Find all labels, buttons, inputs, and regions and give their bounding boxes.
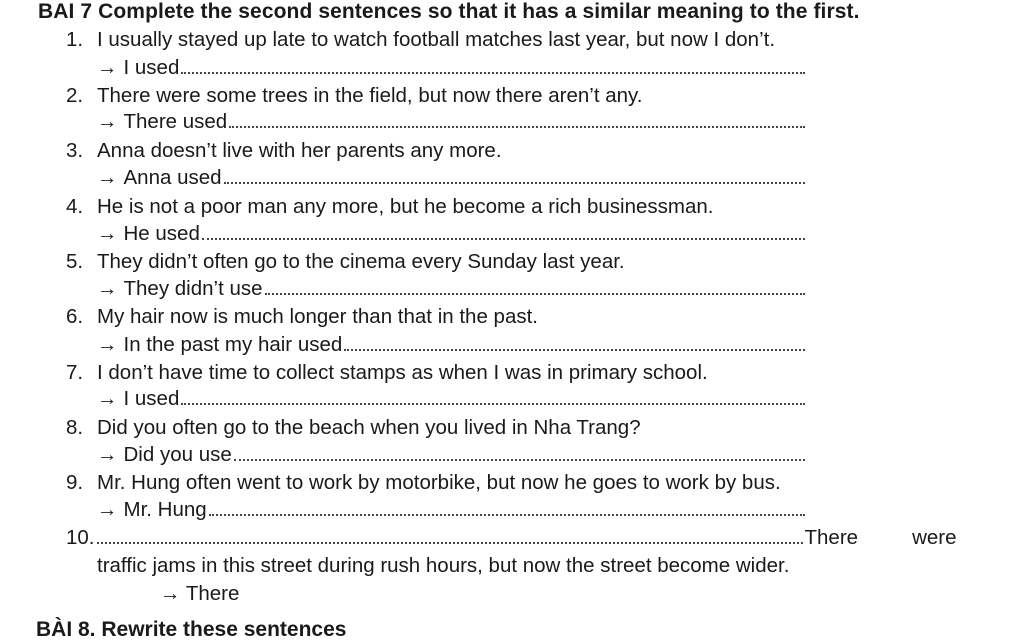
item-5-blank[interactable]	[265, 277, 805, 295]
item-4-number: 4.	[66, 195, 84, 218]
arrow-icon: →	[97, 277, 118, 300]
item-5-question: They didn’t often go to the cinema every Sunday last year.	[97, 250, 625, 273]
item-1-prompt: I used	[123, 56, 180, 79]
arrow-icon: →	[97, 166, 118, 189]
item-7-number: 7.	[66, 361, 84, 384]
item-4-answer-line	[97, 222, 805, 246]
item-1-blank[interactable]	[181, 56, 805, 74]
item-10-continuation: traffic jams in this street during rush hours, but now the street become wider.	[97, 554, 790, 577]
item-5-number: 5.	[66, 250, 84, 273]
item-8-prompt: Did you use	[123, 443, 232, 466]
item-2-blank[interactable]	[229, 110, 805, 128]
item-2-answer-line	[97, 110, 805, 134]
item-6-prompt: In the past my hair used	[123, 333, 343, 356]
item-8-answer-line	[97, 443, 805, 467]
item-8-blank[interactable]	[234, 443, 805, 461]
arrow-icon: →	[160, 582, 181, 605]
item-10-word-were: were	[912, 526, 957, 549]
item-8-number: 8.	[66, 416, 84, 439]
item-9-prompt: Mr. Hung	[123, 498, 207, 521]
item-6-number: 6.	[66, 305, 84, 328]
item-3-prompt: Anna used	[123, 166, 222, 189]
item-9-answer-line	[97, 498, 805, 522]
arrow-icon: →	[97, 387, 118, 410]
item-10-lead-words	[805, 526, 957, 550]
item-2-prompt: There used	[123, 110, 228, 133]
item-8-question: Did you often go to the beach when you lived in Nha Trang?	[97, 416, 641, 439]
item-10-answer-line	[160, 582, 239, 606]
item-4-question: He is not a poor man any more, but he become a rich businessman.	[97, 195, 714, 218]
arrow-icon: →	[97, 222, 118, 245]
item-10-number: 10.	[66, 526, 95, 549]
item-4-prompt: He used	[123, 222, 200, 245]
item-1-question: I usually stayed up late to watch football matches last year, but now I don’t.	[97, 28, 776, 51]
item-10-first-line	[66, 526, 966, 550]
item-6-answer-line	[97, 333, 805, 357]
item-6-blank[interactable]	[344, 333, 805, 351]
item-2-number: 2.	[66, 84, 84, 107]
item-4-blank[interactable]	[202, 222, 805, 240]
item-2-question: There were some trees in the field, but now there aren’t any.	[97, 84, 643, 107]
item-6-question: My hair now is much longer than that in the past.	[97, 305, 538, 328]
item-7-answer-line	[97, 387, 805, 411]
item-3-question: Anna doesn’t live with her parents any more.	[97, 139, 502, 162]
item-3-number: 3.	[66, 139, 84, 162]
item-5-prompt: They didn’t use	[123, 277, 263, 300]
arrow-icon: →	[97, 56, 118, 79]
exercise-heading: BAI 7 Complete the second sentences so that it has a similar meaning to the first.	[38, 0, 860, 23]
next-exercise-heading: BÀI 8. Rewrite these sentences	[36, 618, 347, 641]
item-3-answer-line	[97, 166, 805, 190]
item-10-prompt: There	[185, 582, 240, 605]
item-1-answer-line	[97, 56, 805, 80]
item-10-word-there: There	[804, 526, 859, 549]
item-9-number: 9.	[66, 471, 84, 494]
item-5-answer-line	[97, 277, 805, 301]
item-7-blank[interactable]	[181, 387, 805, 405]
item-1-number: 1.	[66, 28, 84, 51]
item-3-blank[interactable]	[224, 166, 805, 184]
item-10-blank[interactable]	[97, 526, 803, 544]
arrow-icon: →	[97, 333, 118, 356]
arrow-icon: →	[97, 498, 118, 521]
item-7-prompt: I used	[123, 387, 180, 410]
arrow-icon: →	[97, 443, 118, 466]
item-9-question: Mr. Hung often went to work by motorbike, but now he goes to work by bus.	[97, 471, 781, 494]
item-7-question: I don’t have time to collect stamps as when I was in primary school.	[97, 361, 708, 384]
item-9-blank[interactable]	[209, 498, 805, 516]
arrow-icon: →	[97, 110, 118, 133]
